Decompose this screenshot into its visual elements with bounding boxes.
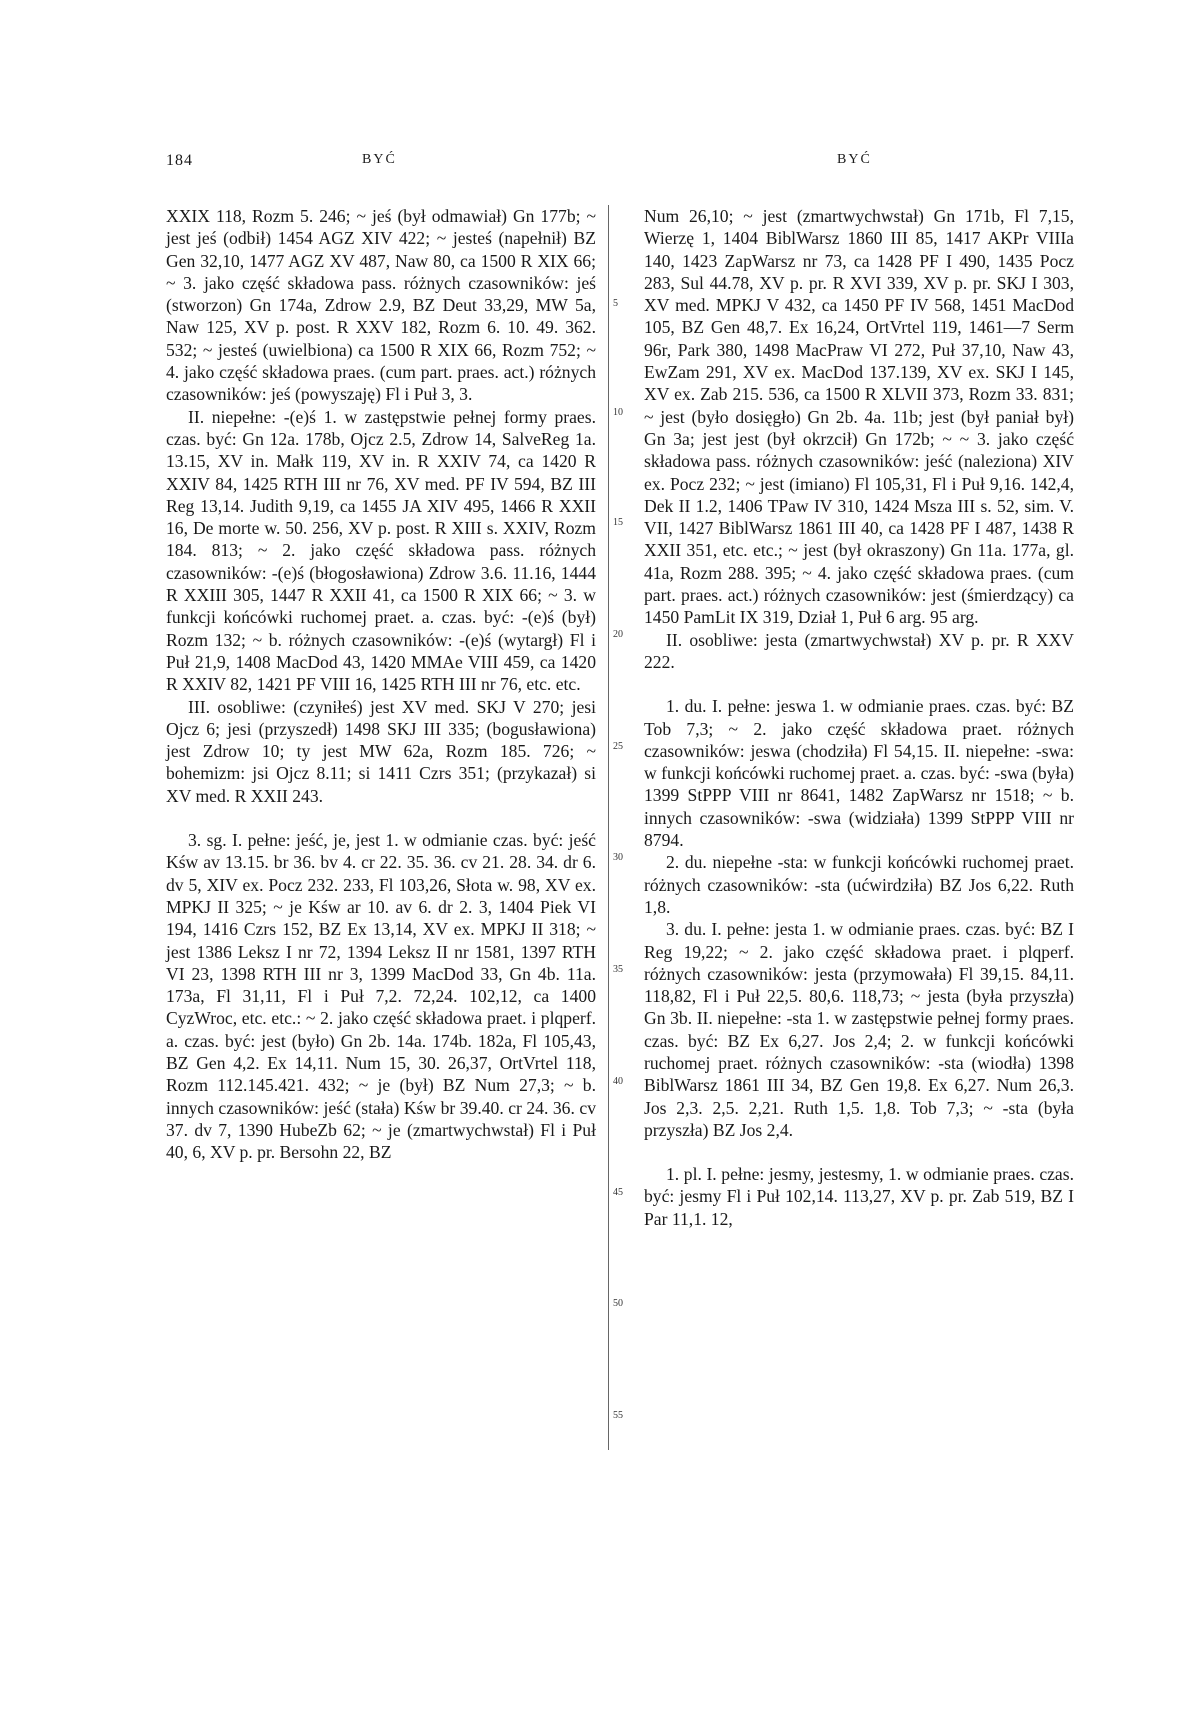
left-paragraph-2: II. niepełne: -(e)ś 1. w zastępstwie pełnej formy praes. czas. być: Gn 12a. 178b, Ojcz 2.5, Zdrow 14, SalveReg 1a. 13.15, XV in. Małk 119, XV in. R XXIV 74, ca 1420 R XXIV 84, 1425 RTH III nr 76, XV med. PF IV 594, BZ III Reg 13,14. Judith 9,19, ca 1455 JA XIV 495, 1466 R XXII 16, De morte w. 50. 256, XV p. post. R XIII s. XXIV, Rozm 184. 813; ~ 2. jako część składowa pass. różnych czasowników: -(e)ś (błogosławiona) Zdrow 3.6. 11.16, 1444 R XXIII 305, 1447 R XXII 41, ca 1500 R XIX 66; ~ 3. w funkcji końcówki ruchomej praet. a. czas. być: -(e)ś (był) Rozm 132; ~ b. różnych czasowników: -(e)ś (wytargł) Fl i Puł 21,9, 1408 MacDod 43, 1420 MMAe VIII 459, ca 1420 R XXIV 82, 1421 PF VIII 16, 1425 RTH III nr 76, etc. etc. bbox=[166, 406, 596, 695]
right-paragraph-3: 1. du. I. pełne: jeswa 1. w odmianie praes. czas. być: BZ Tob 7,3; ~ 2. jako część składowa praet. różnych czasowników: jeswa (chodziła) Fl 54,15. II. niepełne: -swa: w funkcji końcówki ruchomej praet. a. czas. być: -swa (była) 1399 StPPP VIII nr 8641, 1482 ZapWarsz nr 1518; ~ b. innych czasowników: -swa (widziała) 1399 StPPP VIII nr 8794. bbox=[644, 696, 1074, 851]
line-number: 20 bbox=[613, 629, 623, 640]
right-paragraph-4: 2. du. niepełne -sta: w funkcji końcówki ruchomej praet. różnych czasowników: -sta (ućwirdziła) BZ Jos 6,22. Ruth 1,8. bbox=[644, 852, 1074, 917]
column-rule bbox=[608, 205, 609, 1450]
line-number: 50 bbox=[613, 1298, 623, 1309]
right-column bbox=[644, 205, 1074, 1230]
left-paragraph-3: III. osobliwe: (czyniłeś) jest XV med. SKJ V 270; jesi Ojcz 6; jesi (przyszedł) 1498 SKJ III 335; (bogusławiona) jest Zdrow 10; ty jest MW 62a, Rozm 185. 726; ~ bohemizm: jsi Ojcz 8.11; si 1411 Czrs 351; (przykazał) si XV med. R XXII 243. bbox=[166, 696, 596, 806]
left-paragraph-4: 3. sg. I. pełne: jeść, je, jest 1. w odmianie czas. być: jeść Kśw av 13.15. br 36. bv 4. cr 22. 35. 36. cv 21. 28. 34. dr 6. dv 5, XIV ex. Pocz 232. 233, Fl 103,26, Słota w. 98, XV ex. MPKJ II 325; ~ je Kśw ar 10. av 6. dr 2. 3, 1404 Piek VI 194, 1416 Czrs 152, BZ Ex 13,14, XV ex. MPKJ II 318; ~ jest 1386 Leksz I nr 72, 1394 Leksz II nr 1581, 1397 RTH VI 23, 1398 RTH III nr 3, 1399 MacDod 33, Gn 4b. 11a. 173a, Fl 31,11, Fl i Puł 7,2. 72,24. 102,12, ca 1400 CyzWroc, etc. etc.: ~ 2. jako część składowa praet. i plqperf. a. czas. być: jest (było) Gn 2b. 14a. 174b. 182a, Fl 105,43, BZ Gen 4,2. Ex 14,11. Num 15, 30. 26,37, OrtVrtel 118, Rozm 112.145.421. 432; ~ je (był) BZ Num 27,3; ~ b. innych czasowników: jeść (stała) Kśw br 39.40. cr 24. 36. cv 37. dv 7, 1390 HubeZb 62; ~ je (zmartwychwstał) Fl i Puł 40, 6, XV p. pr. Bersohn 22, BZ bbox=[166, 830, 596, 1163]
line-number: 30 bbox=[613, 852, 623, 863]
running-head-left: BYĆ bbox=[362, 152, 397, 167]
left-paragraph-1: XXIX 118, Rozm 5. 246; ~ jeś (był odmawiał) Gn 177b; ~ jest jeś (odbił) 1454 AGZ XIV 422; ~ jesteś (napełnił) BZ Gen 32,10, 1477 AGZ XV 487, Naw 80, ca 1500 R XIX 66; ~ 3. jako część składowa pass. różnych czasowników: jeś (stworzon) Gn 174a, Zdrow 2.9, BZ Deut 33,29, MW 5a, Naw 125, XV p. post. R XXV 182, Rozm 6. 10. 49. 362. 532; ~ jesteś (uwielbiona) ca 1500 R XIX 66, Rozm 752; ~ 4. jako część składowa praes. (cum part. praes. act.) różnych czasowników: jeś (powyszaję) Fl i Puł 3, 3. bbox=[166, 206, 596, 405]
line-number: 15 bbox=[613, 517, 623, 528]
left-column bbox=[166, 205, 596, 1163]
page-number: 184 bbox=[166, 152, 193, 169]
right-paragraph-5: 3. du. I. pełne: jesta 1. w odmianie praes. czas. być: BZ I Reg 19,22; ~ 2. jako część składowa praet. i plqperf. różnych czasowników: jesta (przymowała) Fl 39,15. 84,11. 118,82, Fl i Puł 22,5. 80,6. 118,73; ~ jesta (była przyszła) Gn 3b. II. niepełne: -sta 1. w zastępstwie pełnej formy praes. czas. być: BZ Ex 6,27. Jos 2,4; 2. w funkcji końcówki ruchomej praet. różnych czasowników: -sta (wiodła) 1398 BiblWarsz 1861 III 34, BZ Gen 19,8. Ex 6,27. Num 26,3. Jos 2,3. 2,5. 2,21. Ruth 1,5. 1,8. Tob 7,3; ~ -sta (była przyszła) BZ Jos 2,4. bbox=[644, 919, 1074, 1140]
line-number: 35 bbox=[613, 964, 623, 975]
right-paragraph-1: Num 26,10; ~ jest (zmartwychwstał) Gn 171b, Fl 7,15, Wierzę 1, 1404 BiblWarsz 1860 III 85, 1417 AKPr VIIIa 140, 1423 ZapWarsz nr 73, ca 1428 PF I 490, 1435 Pocz 283, Sul 44.78, XV p. pr. R XVI 339, XV p. pr. SKJ I 303, XV med. MPKJ V 432, ca 1450 PF IV 568, 1451 MacDod 105, BZ Gen 48,7. Ex 16,24, OrtVrtel 119, 1461—7 Serm 96r, Park 380, 1498 MacPraw VI 272, Puł 37,10, Naw 43, EwZam 291, XV ex. MacDod 137.139, XV ex. SKJ I 145, XV ex. Zab 215. 536, ca 1500 R XLVII 373, Rozm 33. 831; ~ jest (było dosięgło) Gn 2b. 4a. 11b; jest (był paniał był) Gn 3a; jest jest (był okrzcił) Gn 172b; ~ ~ 3. jako część składowa pass. różnych czasowników: jeść (naleziona) XIV ex. Pocz 232; ~ jest (imiano) Fl 105,31, Fl i Puł 9,16. 142,4, Dek II 1.2, 1406 TPaw IV 310, 1424 Msza III s. 52, sim. V. VII, 1427 BiblWarsz 1861 III 40, ca 1428 PF I 487, 1438 R XXII 351, etc. etc.; ~ jest (był okraszony) Gn 11a. 177a, gl. 41a, Rozm 288. 395; ~ 4. jako część składowa praes. (cum part. praes. act.) różnych czasowników: jest (śmierdzący) ca 1450 PamLit IX 319, Dział 1, Puł 6 arg. 95 arg. bbox=[644, 206, 1074, 628]
line-number: 55 bbox=[613, 1410, 623, 1421]
right-paragraph-2: II. osobliwe: jesta (zmartwychwstał) XV p. pr. R XXV 222. bbox=[644, 629, 1074, 672]
line-number: 45 bbox=[613, 1187, 623, 1198]
line-number: 10 bbox=[613, 407, 623, 418]
line-number: 5 bbox=[613, 298, 618, 309]
right-paragraph-6: 1. pl. I. pełne: jesmy, jestesmy, 1. w odmianie praes. czas. być: jesmy Fl i Puł 102,14. 113,27, XV p. pr. Zab 519, BZ I Par 11,1. 12, bbox=[644, 1164, 1074, 1229]
line-number: 25 bbox=[613, 741, 623, 752]
line-number: 40 bbox=[613, 1076, 623, 1087]
running-head-right: BYĆ bbox=[837, 152, 872, 167]
